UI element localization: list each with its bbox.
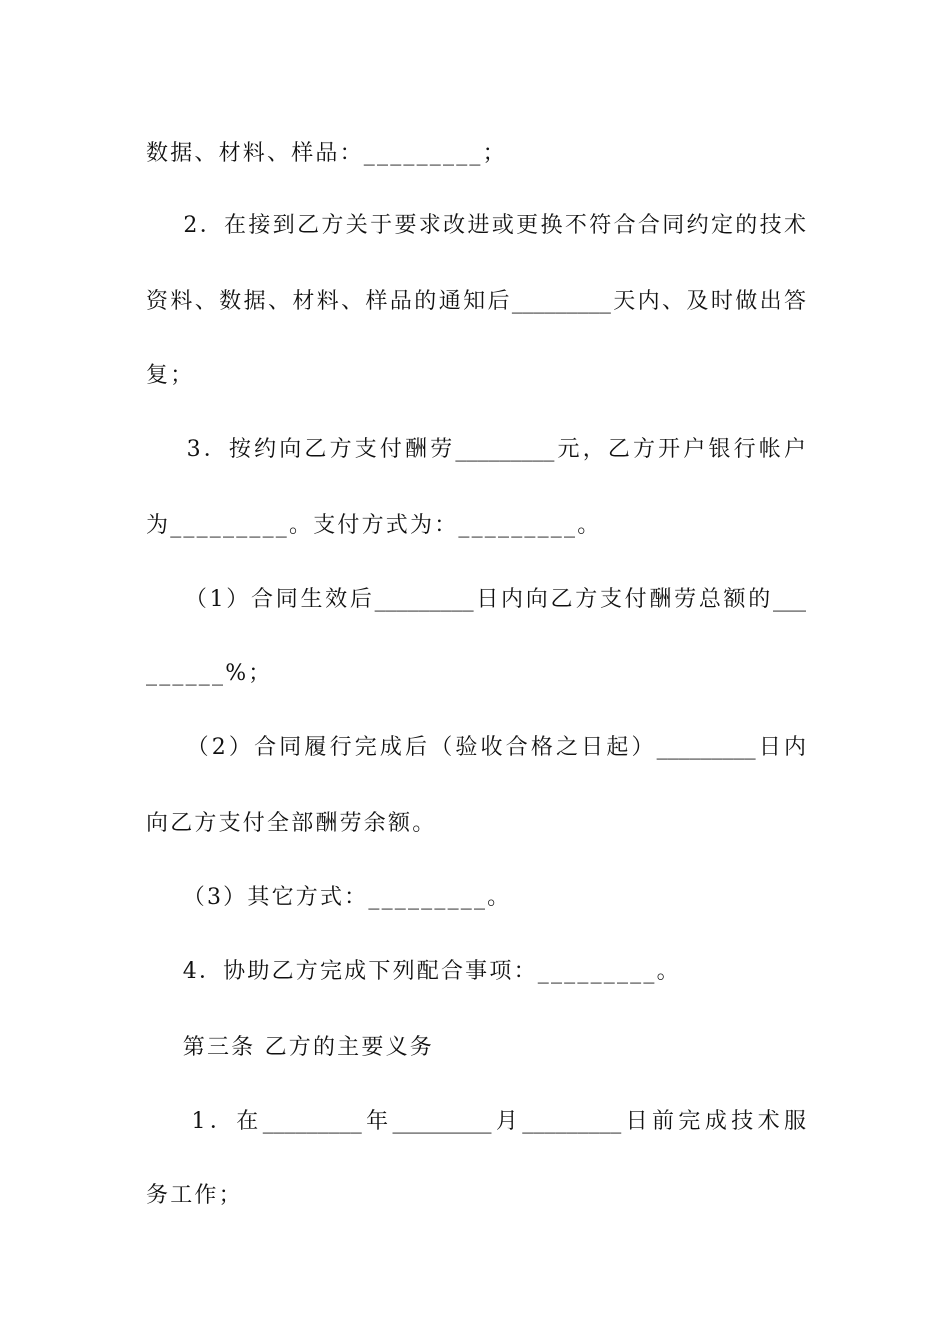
text-line-11: （3）其它方式：_________。 <box>146 885 512 910</box>
section-heading: 第三条 乙方的主要义务 <box>146 1035 434 1060</box>
text-line-12: 4．协助乙方完成下列配合事项：_________。 <box>146 959 681 984</box>
text-line-5: 3．按约向乙方支付酬劳_________元，乙方开户银行帐户 <box>146 437 806 462</box>
text-line-10: 向乙方支付全部酬劳余额。 <box>146 811 437 836</box>
text-line-1: 数据、材料、样品：_________； <box>146 141 507 166</box>
text-line-3: 资料、数据、材料、样品的通知后_________天内、及时做出答 <box>146 289 806 314</box>
text-line-4: 复； <box>146 363 195 388</box>
text-line-9: （2）合同履行完成后（验收合格之日起）_________日内 <box>146 735 806 760</box>
text-line-8: ______%； <box>146 661 273 686</box>
text-line-14: 1．在_________年_________月_________日前完成技术服 <box>146 1109 806 1134</box>
text-line-7: （1）合同生效后_________日内向乙方支付酬劳总额的___ <box>146 587 806 612</box>
text-line-6: 为_________。支付方式为：_________。 <box>146 513 602 538</box>
text-line-2: 2．在接到乙方关于要求改进或更换不符合合同约定的技术 <box>146 213 806 238</box>
text-line-15: 务工作； <box>146 1183 243 1208</box>
